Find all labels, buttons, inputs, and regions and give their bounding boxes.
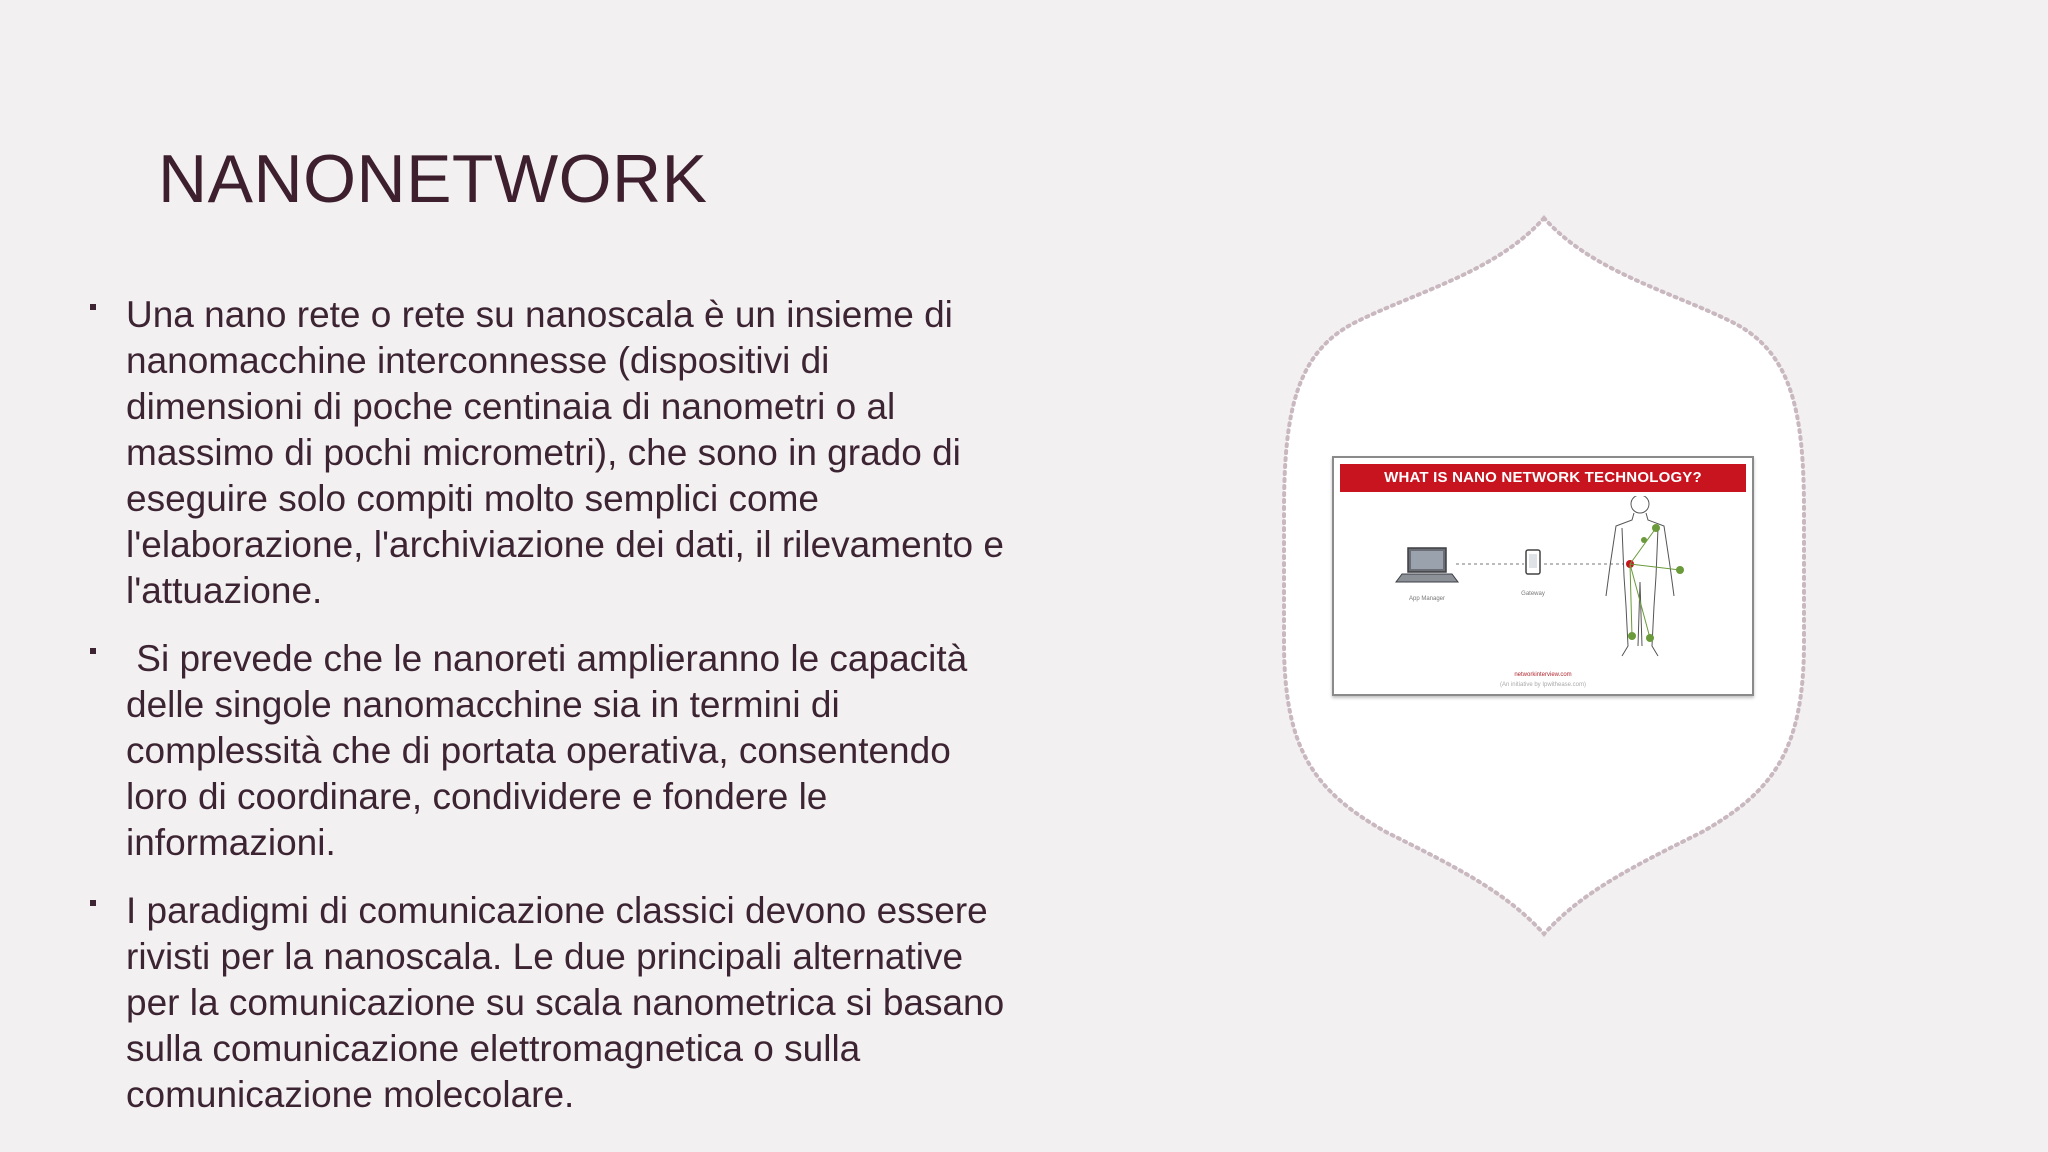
nano-network-diagram <box>1334 496 1752 666</box>
phone-icon <box>1526 550 1540 574</box>
figure-source-sub: (An initiative by Ipwithease.com) <box>1499 682 1587 688</box>
figure-header: WHAT IS NANO NETWORK TECHNOLOGY? <box>1340 464 1746 492</box>
bullet-marker <box>90 648 96 654</box>
laptop-icon <box>1396 548 1458 582</box>
bullet-marker <box>90 304 96 310</box>
bullet-text: Si prevede che le nanoreti amplieranno le capacità delle singole nanomacchine sia in termini di complessità che di portata operativa, consentendo loro di coordinare, condividere e fondere le informazioni. <box>126 638 978 863</box>
slide-title: NANONETWORK <box>158 141 708 217</box>
bullet-item <box>90 636 1010 866</box>
phone-label: Gateway <box>1521 591 1545 597</box>
figure-source: networkinterview.com <box>1514 672 1572 678</box>
nano-network-figure <box>1332 456 1754 696</box>
bullet-marker <box>90 900 96 906</box>
bullet-text: Una nano rete o rete su nanoscala è un insieme di nanomacchine interconnesse (dispositivi di dimensioni di poche centinaia di nanometri o al massimo di pochi micrometri), che sono in grado di eseguire solo compiti molto semplici come l'elaborazione, l'archiviazione dei dati, il rilevamento e l'attuazione. <box>126 294 1004 611</box>
bullet-list <box>90 292 1010 1140</box>
human-body-icon <box>1606 496 1674 656</box>
bullet-item <box>90 292 1010 614</box>
laptop-label: App Manager <box>1408 596 1446 602</box>
bullet-item <box>90 888 1010 1118</box>
bullet-text: I paradigmi di comunicazione classici devono essere rivisti per la nanoscala. Le due principali alternative per la comunicazione su scala nanometrica si basano sulla comunicazione elettromagnetica o sulla comunicazione molecolare. <box>126 890 1005 1115</box>
